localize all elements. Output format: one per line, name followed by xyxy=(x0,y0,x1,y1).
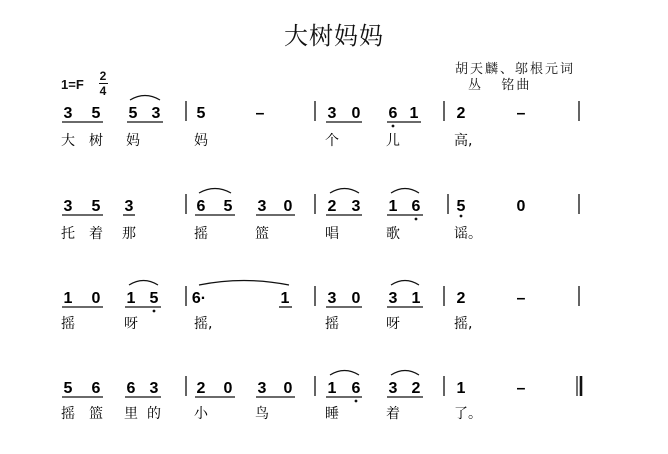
slur xyxy=(330,371,359,376)
lyric-syllable: 了。 xyxy=(454,406,482,422)
lyric-syllable: 摇 xyxy=(61,316,75,332)
lyric-syllable: 篮 xyxy=(89,406,103,422)
lyric-syllable: 摇 xyxy=(194,226,208,242)
note: 2 xyxy=(456,105,466,122)
note: 5 xyxy=(91,198,101,215)
octave-dot-below xyxy=(153,310,156,313)
note: 3 xyxy=(63,198,73,215)
note: 0 xyxy=(351,105,361,122)
note: 6 xyxy=(388,105,398,122)
lyric-syllable: 呀 xyxy=(124,316,138,332)
note: 6 xyxy=(126,380,136,397)
note: 2 xyxy=(456,290,466,307)
note: 3 xyxy=(327,290,337,307)
lyric-syllable: 小 xyxy=(194,406,208,422)
dash-sustain: – xyxy=(516,380,526,397)
lyric-syllable: 着 xyxy=(89,226,103,242)
lyric-syllable: 着 xyxy=(386,406,400,422)
note: 2 xyxy=(196,380,206,397)
note: 6· xyxy=(191,290,207,307)
song-title: 大树妈妈 xyxy=(284,22,384,50)
note: 5 xyxy=(91,105,101,122)
note: 2 xyxy=(327,198,337,215)
note: 3 xyxy=(388,290,398,307)
note: 1 xyxy=(409,105,419,122)
note: 3 xyxy=(327,105,337,122)
lyric-syllable: 托 xyxy=(61,226,75,242)
note: 1 xyxy=(411,290,421,307)
lyric-syllable: 篮 xyxy=(255,226,269,242)
time-signature-top: 2 xyxy=(99,69,107,83)
slur xyxy=(199,189,231,194)
lyric-syllable: 摇 xyxy=(61,406,75,422)
note: 6 xyxy=(351,380,361,397)
lyric-syllable: 睡 xyxy=(325,406,339,422)
note: 0 xyxy=(223,380,233,397)
note: 3 xyxy=(151,105,161,122)
note: 3 xyxy=(149,380,159,397)
lyricists-credit: 胡天麟、邬根元词 xyxy=(455,62,576,77)
lyric-syllable: 那 xyxy=(122,226,136,242)
octave-dot-below xyxy=(355,400,358,403)
key-signature: 1=F xyxy=(61,77,84,92)
note: 5 xyxy=(63,380,73,397)
slur xyxy=(391,281,419,286)
note: 5 xyxy=(196,105,206,122)
lyric-syllable: 里 xyxy=(124,406,138,422)
slur xyxy=(199,281,289,286)
lyric-syllable: 歌 xyxy=(386,226,400,242)
octave-dot-below xyxy=(415,218,418,221)
note: 3 xyxy=(124,198,134,215)
octave-dot-below xyxy=(392,125,395,128)
note: 1 xyxy=(63,290,73,307)
slur xyxy=(330,189,359,194)
note: 5 xyxy=(456,198,466,215)
lyric-syllable: 个 xyxy=(325,133,339,149)
note: 6 xyxy=(411,198,421,215)
note: 0 xyxy=(516,198,526,215)
lyric-syllable: 谣。 xyxy=(454,226,482,242)
note: 1 xyxy=(388,198,398,215)
note: 1 xyxy=(327,380,337,397)
note: 5 xyxy=(149,290,159,307)
note: 0 xyxy=(283,380,293,397)
lyric-syllable: 唱 xyxy=(325,226,339,242)
lyric-syllable: 摇, xyxy=(194,316,213,332)
note: 0 xyxy=(351,290,361,307)
lyric-syllable: 儿 xyxy=(386,133,400,149)
note: 2 xyxy=(411,380,421,397)
slur xyxy=(129,281,158,286)
dash-sustain: – xyxy=(516,105,526,122)
note: 0 xyxy=(283,198,293,215)
note: 6 xyxy=(196,198,206,215)
slur xyxy=(391,371,419,376)
note: 1 xyxy=(126,290,136,307)
note: 3 xyxy=(257,198,267,215)
dash-sustain: – xyxy=(255,105,265,122)
lyric-syllable: 摇 xyxy=(325,316,339,332)
lyric-syllable: 妈 xyxy=(126,133,140,149)
lyric-syllable: 摇, xyxy=(454,316,473,332)
slur xyxy=(391,189,419,194)
lyric-syllable: 的 xyxy=(147,406,161,422)
note: 3 xyxy=(63,105,73,122)
lyric-syllable: 大 xyxy=(61,133,75,149)
dash-sustain: – xyxy=(516,290,526,307)
note: 1 xyxy=(280,290,290,307)
lyric-syllable: 树 xyxy=(89,133,103,149)
composer-credit: 丛 铭曲 xyxy=(468,78,532,93)
octave-dot-below xyxy=(460,215,463,218)
note: 3 xyxy=(257,380,267,397)
note: 5 xyxy=(223,198,233,215)
slur xyxy=(130,96,160,101)
note: 0 xyxy=(91,290,101,307)
note: 5 xyxy=(128,105,138,122)
lyric-syllable: 妈 xyxy=(194,133,208,149)
note: 6 xyxy=(91,380,101,397)
note: 3 xyxy=(388,380,398,397)
note: 1 xyxy=(456,380,466,397)
lyric-syllable: 鸟 xyxy=(255,406,269,422)
lyric-syllable: 高, xyxy=(454,133,473,149)
time-signature-bottom: 4 xyxy=(99,84,107,98)
note: 3 xyxy=(351,198,361,215)
lyric-syllable: 呀 xyxy=(386,316,400,332)
